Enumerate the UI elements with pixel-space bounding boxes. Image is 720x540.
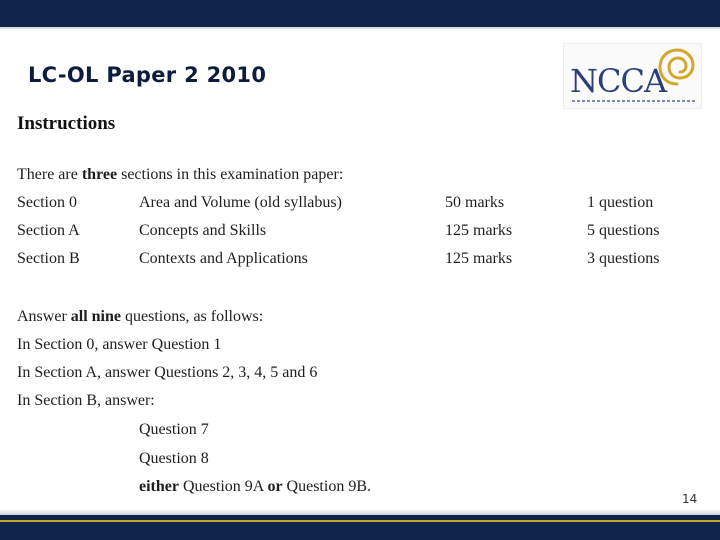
sectionB-line: In Section B, answer: [17,392,155,409]
section-marks: 125 marks [445,222,513,239]
top-stripe [0,27,720,29]
answer-line: Answer all nine questions, as follows: [17,308,264,325]
bottom-gold-line [0,520,720,522]
section-topic: Concepts and Skills [139,222,267,239]
section-questions: 3 questions [587,250,660,267]
slide-title: LC-OL Paper 2 2010 [28,63,267,87]
question-8-line: Question 8 [139,450,209,467]
section-topic: Contexts and Applications [139,250,308,267]
section-marks: 50 marks [445,194,505,211]
logo-tagline [572,100,696,102]
section-questions: 5 questions [587,222,660,239]
either-or-line: either Question 9A or Question 9B. [139,478,371,495]
bottom-banner [0,515,720,540]
top-banner [0,0,720,27]
intro-line: There are three sections in this examination paper: [17,166,344,183]
ncca-logo [563,43,702,109]
section0-line: In Section 0, answer Question 1 [17,336,222,353]
ncca-swirl-icon [656,46,698,88]
section-name: Section A [17,222,80,239]
sectionA-line: In Section A, answer Questions 2, 3, 4, 5 and 6 [17,364,318,381]
section-name: Section 0 [17,194,77,211]
section-marks: 125 marks [445,250,513,267]
page-number: 14 [682,492,698,506]
section-questions: 1 question [587,194,654,211]
question-7-line: Question 7 [139,421,209,438]
instructions-heading: Instructions [17,113,116,134]
logo-text: NCCA [570,62,667,100]
section-topic: Area and Volume (old syllabus) [139,194,342,211]
section-name: Section B [17,250,80,267]
